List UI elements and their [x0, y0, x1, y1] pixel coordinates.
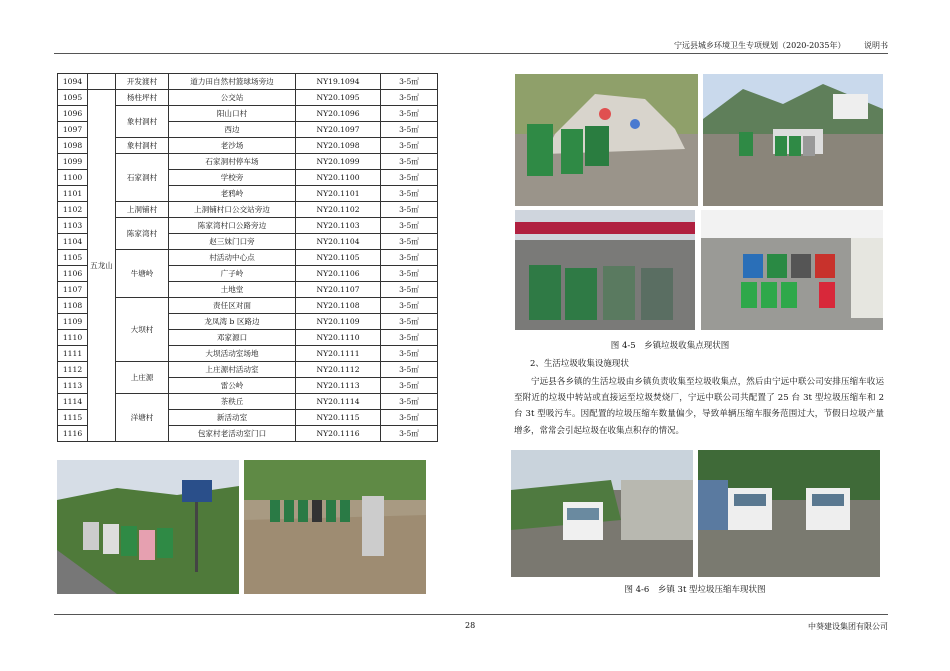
location-cell: 包家村老活动室门口 [169, 426, 296, 442]
photo-collection-site [703, 74, 883, 206]
row-number: 1102 [58, 202, 88, 218]
location-cell: 阳山口村 [169, 106, 296, 122]
location-cell: 公交站 [169, 90, 296, 106]
row-number: 1094 [58, 74, 88, 90]
photo-roadside-bins [57, 460, 239, 594]
area-cell: 3-5㎡ [381, 186, 438, 202]
location-cell: 老沙场 [169, 138, 296, 154]
header-title: 宁远县城乡环境卫生专项规划（2020-2035年） [674, 41, 846, 50]
code-cell: NY20.1116 [296, 426, 381, 442]
area-cell: 3-5㎡ [381, 330, 438, 346]
footer-company: 中葵建设集团有限公司 [808, 622, 888, 631]
photo-sorting-station [701, 210, 883, 330]
village-cell: 象村洞村 [116, 138, 169, 154]
area-cell: 3-5㎡ [381, 202, 438, 218]
row-number: 1103 [58, 218, 88, 234]
photo-garbage-pile [515, 74, 698, 206]
village-cell: 上庄源 [116, 362, 169, 394]
location-cell: 大坝活动室场地 [169, 346, 296, 362]
location-cell: 龙凤湾 b 区路边 [169, 314, 296, 330]
town-cell [88, 74, 116, 90]
code-cell: NY20.1108 [296, 298, 381, 314]
footer-rule [54, 614, 888, 615]
area-cell: 3-5㎡ [381, 362, 438, 378]
area-cell: 3-5㎡ [381, 74, 438, 90]
section-paragraph: 宁远县各乡镇的生活垃圾由乡镇负责收集至垃圾收集点，然后由宁远中联公司安排压缩车收运至附近的垃圾中转站或直接运至垃圾焚烧厂，宁远中联公司共配置了 25 台 3t 型垃圾压缩车和 2 台 3t 型吸污车。因配置的垃圾压缩车数量偏少，导致单辆压缩车服务范围过大，节假日垃圾产量增多，常常会引起垃圾在收集点积存的情况。 [514, 377, 884, 436]
section-heading: 2、生活垃圾收集设施现状 [530, 359, 629, 369]
code-cell: NY20.1102 [296, 202, 381, 218]
row-number: 1111 [58, 346, 88, 362]
row-number: 1095 [58, 90, 88, 106]
area-cell: 3-5㎡ [381, 394, 438, 410]
code-cell: NY20.1099 [296, 154, 381, 170]
location-cell: 上洞铺村口公交站旁边 [169, 202, 296, 218]
row-number: 1106 [58, 266, 88, 282]
code-cell: NY20.1104 [296, 234, 381, 250]
code-cell: NY20.1107 [296, 282, 381, 298]
village-cell: 牛塘岭 [116, 250, 169, 298]
row-number: 1109 [58, 314, 88, 330]
row-number: 1098 [58, 138, 88, 154]
location-cell: 广子岭 [169, 266, 296, 282]
row-number: 1100 [58, 170, 88, 186]
area-cell: 3-5㎡ [381, 218, 438, 234]
photo-compactor-truck-gate [511, 450, 693, 577]
photo-compactor-trucks [698, 450, 880, 577]
village-cell: 大坝村 [116, 298, 169, 362]
location-cell: 新活动室 [169, 410, 296, 426]
header-rule [54, 53, 888, 54]
page-header [674, 40, 888, 51]
row-number: 1113 [58, 378, 88, 394]
area-cell: 3-5㎡ [381, 138, 438, 154]
area-cell: 3-5㎡ [381, 170, 438, 186]
area-cell: 3-5㎡ [381, 234, 438, 250]
area-cell: 3-5㎡ [381, 410, 438, 426]
village-cell: 陈家湾村 [116, 218, 169, 250]
location-cell: 学校旁 [169, 170, 296, 186]
village-cell: 杨柱坪村 [116, 90, 169, 106]
photo-wash-area-bins [244, 460, 426, 594]
row-number: 1108 [58, 298, 88, 314]
row-number: 1105 [58, 250, 88, 266]
location-cell: 村活动中心点 [169, 250, 296, 266]
location-cell: 陈家湾村口公路旁边 [169, 218, 296, 234]
code-cell: NY20.1113 [296, 378, 381, 394]
village-cell: 开发渡村 [116, 74, 169, 90]
area-cell: 3-5㎡ [381, 266, 438, 282]
town-cell: 五龙山 [88, 90, 116, 442]
location-cell: 道力田自然村篮球场旁边 [169, 74, 296, 90]
code-cell: NY20.1112 [296, 362, 381, 378]
figure-4-5-caption: 图 4-5 乡镇垃圾收集点现状图 [610, 341, 730, 351]
code-cell: NY20.1110 [296, 330, 381, 346]
location-cell: 责任区对面 [169, 298, 296, 314]
collection-point-table [57, 73, 438, 442]
location-cell: 老鸦岭 [169, 186, 296, 202]
area-cell: 3-5㎡ [381, 122, 438, 138]
location-cell: 西边 [169, 122, 296, 138]
location-cell: 茶秩丘 [169, 394, 296, 410]
code-cell: NY20.1109 [296, 314, 381, 330]
code-cell: NY20.1096 [296, 106, 381, 122]
code-cell: NY20.1106 [296, 266, 381, 282]
row-number: 1112 [58, 362, 88, 378]
photo-bins-shed [515, 210, 695, 330]
row-number: 1101 [58, 186, 88, 202]
row-number: 1096 [58, 106, 88, 122]
row-number: 1104 [58, 234, 88, 250]
code-cell: NY20.1111 [296, 346, 381, 362]
figure-4-6-caption: 图 4-6 乡镇 3t 型垃圾压缩车现状图 [624, 585, 766, 595]
code-cell: NY20.1101 [296, 186, 381, 202]
page-number: 28 [465, 621, 476, 630]
code-cell: NY20.1114 [296, 394, 381, 410]
location-cell: 上庄源村活动室 [169, 362, 296, 378]
row-number: 1114 [58, 394, 88, 410]
code-cell: NY20.1105 [296, 250, 381, 266]
code-cell: NY20.1115 [296, 410, 381, 426]
location-cell: 赵三妹门口旁 [169, 234, 296, 250]
location-cell: 邓家源口 [169, 330, 296, 346]
code-cell: NY20.1098 [296, 138, 381, 154]
area-cell: 3-5㎡ [381, 346, 438, 362]
area-cell: 3-5㎡ [381, 298, 438, 314]
area-cell: 3-5㎡ [381, 426, 438, 442]
village-cell: 石家洞村 [116, 154, 169, 202]
village-cell: 洋塘村 [116, 394, 169, 442]
code-cell: NY20.1095 [296, 90, 381, 106]
location-cell: 雷公岭 [169, 378, 296, 394]
table-row [58, 90, 438, 106]
row-number: 1110 [58, 330, 88, 346]
area-cell: 3-5㎡ [381, 250, 438, 266]
area-cell: 3-5㎡ [381, 90, 438, 106]
area-cell: 3-5㎡ [381, 282, 438, 298]
code-cell: NY20.1103 [296, 218, 381, 234]
area-cell: 3-5㎡ [381, 154, 438, 170]
code-cell: NY20.1097 [296, 122, 381, 138]
village-cell: 上洞铺村 [116, 202, 169, 218]
code-cell: NY20.1100 [296, 170, 381, 186]
area-cell: 3-5㎡ [381, 378, 438, 394]
row-number: 1116 [58, 426, 88, 442]
location-cell: 土地堂 [169, 282, 296, 298]
code-cell: NY19.1094 [296, 74, 381, 90]
village-cell: 象村洞村 [116, 106, 169, 138]
area-cell: 3-5㎡ [381, 314, 438, 330]
row-number: 1099 [58, 154, 88, 170]
area-cell: 3-5㎡ [381, 106, 438, 122]
row-number: 1115 [58, 410, 88, 426]
header-doc-type: 说明书 [864, 41, 888, 50]
location-cell: 石家洞村停车场 [169, 154, 296, 170]
row-number: 1097 [58, 122, 88, 138]
row-number: 1107 [58, 282, 88, 298]
table-row [58, 74, 438, 90]
